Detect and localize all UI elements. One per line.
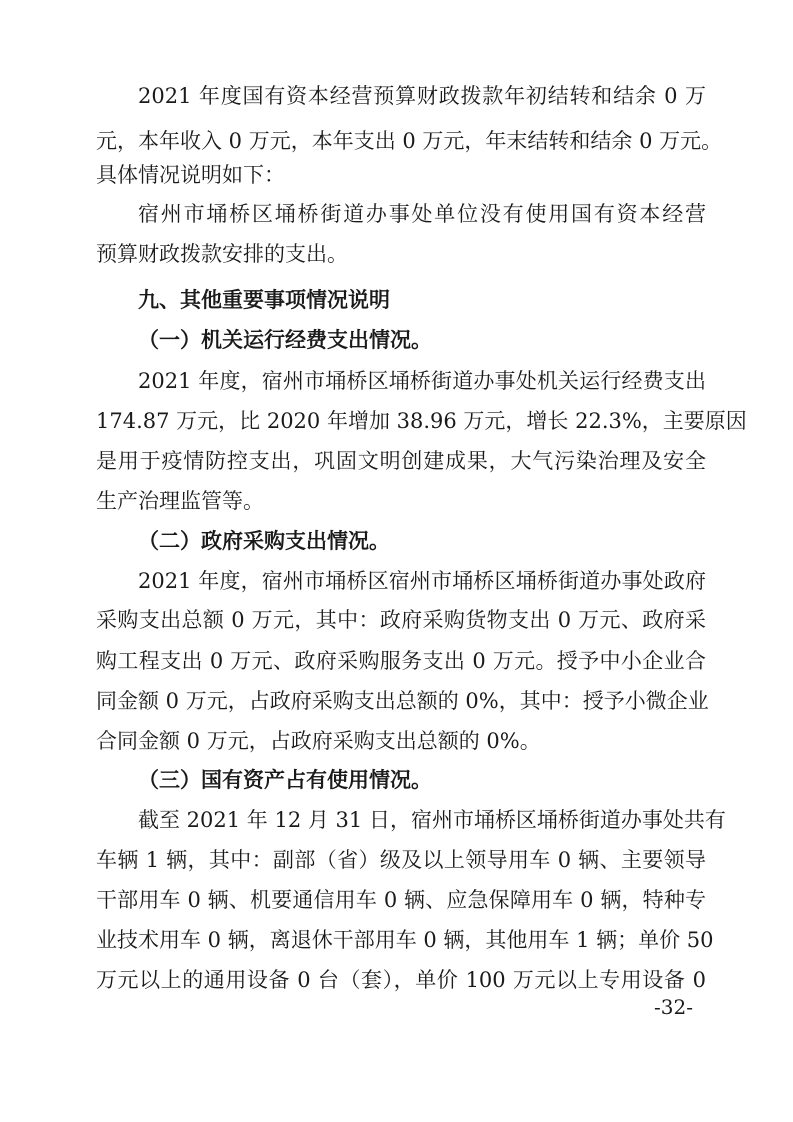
body-text-line: 万元以上的通用设备 0 台（套），单价 100 万元以上专用设备 0 <box>96 968 706 992</box>
body-text-line: 同金额 0 万元，占政府采购支出总额的 0%，其中：授予小微企业 <box>96 689 709 713</box>
body-text-line: 宿州市埇桥区埇桥街道办事处单位没有使用国有资本经营 <box>138 202 706 226</box>
body-text-line: 购工程支出 0 万元、政府采购服务支出 0 万元。授予中小企业合 <box>96 649 706 673</box>
body-text-line: 业技术用车 0 辆，离退休干部用车 0 辆，其他用车 1 辆；单价 50 <box>96 928 714 952</box>
section-heading: 九、其他重要事项情况说明 <box>138 288 390 312</box>
body-text-line: 2021 年度国有资本经营预算财政拨款年初结转和结余 0 万 <box>138 84 706 108</box>
page-number: -32- <box>654 995 693 1019</box>
sub-heading: （三）国有资产占有使用情况。 <box>138 767 432 792</box>
body-text-line: 合同金额 0 万元，占政府采购支出总额的 0%。 <box>96 729 541 753</box>
body-text-line: 174.87 万元，比 2020 年增加 38.96 万元，增长 22.3%，主要原因 <box>96 409 747 433</box>
body-text-line: 干部用车 0 辆、机要通信用车 0 辆、应急保障用车 0 辆，特种专 <box>96 888 706 912</box>
body-text-line: 预算财政拨款安排的支出。 <box>96 242 348 266</box>
body-text-line: 2021 年度，宿州市埇桥区埇桥街道办事处机关运行经费支出 <box>138 369 706 393</box>
body-text-line: 截至 2021 年 12 月 31 日，宿州市埇桥区埇桥街道办事处共有 <box>138 808 726 832</box>
body-text-line: 元，本年收入 0 万元，本年支出 0 万元，年末结转和结余 0 万元。 <box>96 129 723 153</box>
body-text-line: 具体情况说明如下： <box>96 163 285 187</box>
sub-heading: （二）政府采购支出情况。 <box>138 528 390 553</box>
body-text-line: 采购支出总额 0 万元，其中：政府采购货物支出 0 万元、政府采 <box>96 608 706 632</box>
body-text-line: 2021 年度，宿州市埇桥区宿州市埇桥区埇桥街道办事处政府 <box>138 569 706 593</box>
sub-heading: （一）机关运行经费支出情况。 <box>138 327 432 352</box>
body-text-line: 是用于疫情防控支出，巩固文明创建成果，大气污染治理及安全 <box>96 449 706 473</box>
body-text-line: 车辆 1 辆，其中：副部（省）级及以上领导用车 0 辆、主要领导 <box>96 848 706 872</box>
body-text-line: 生产治理监管等。 <box>96 489 264 513</box>
